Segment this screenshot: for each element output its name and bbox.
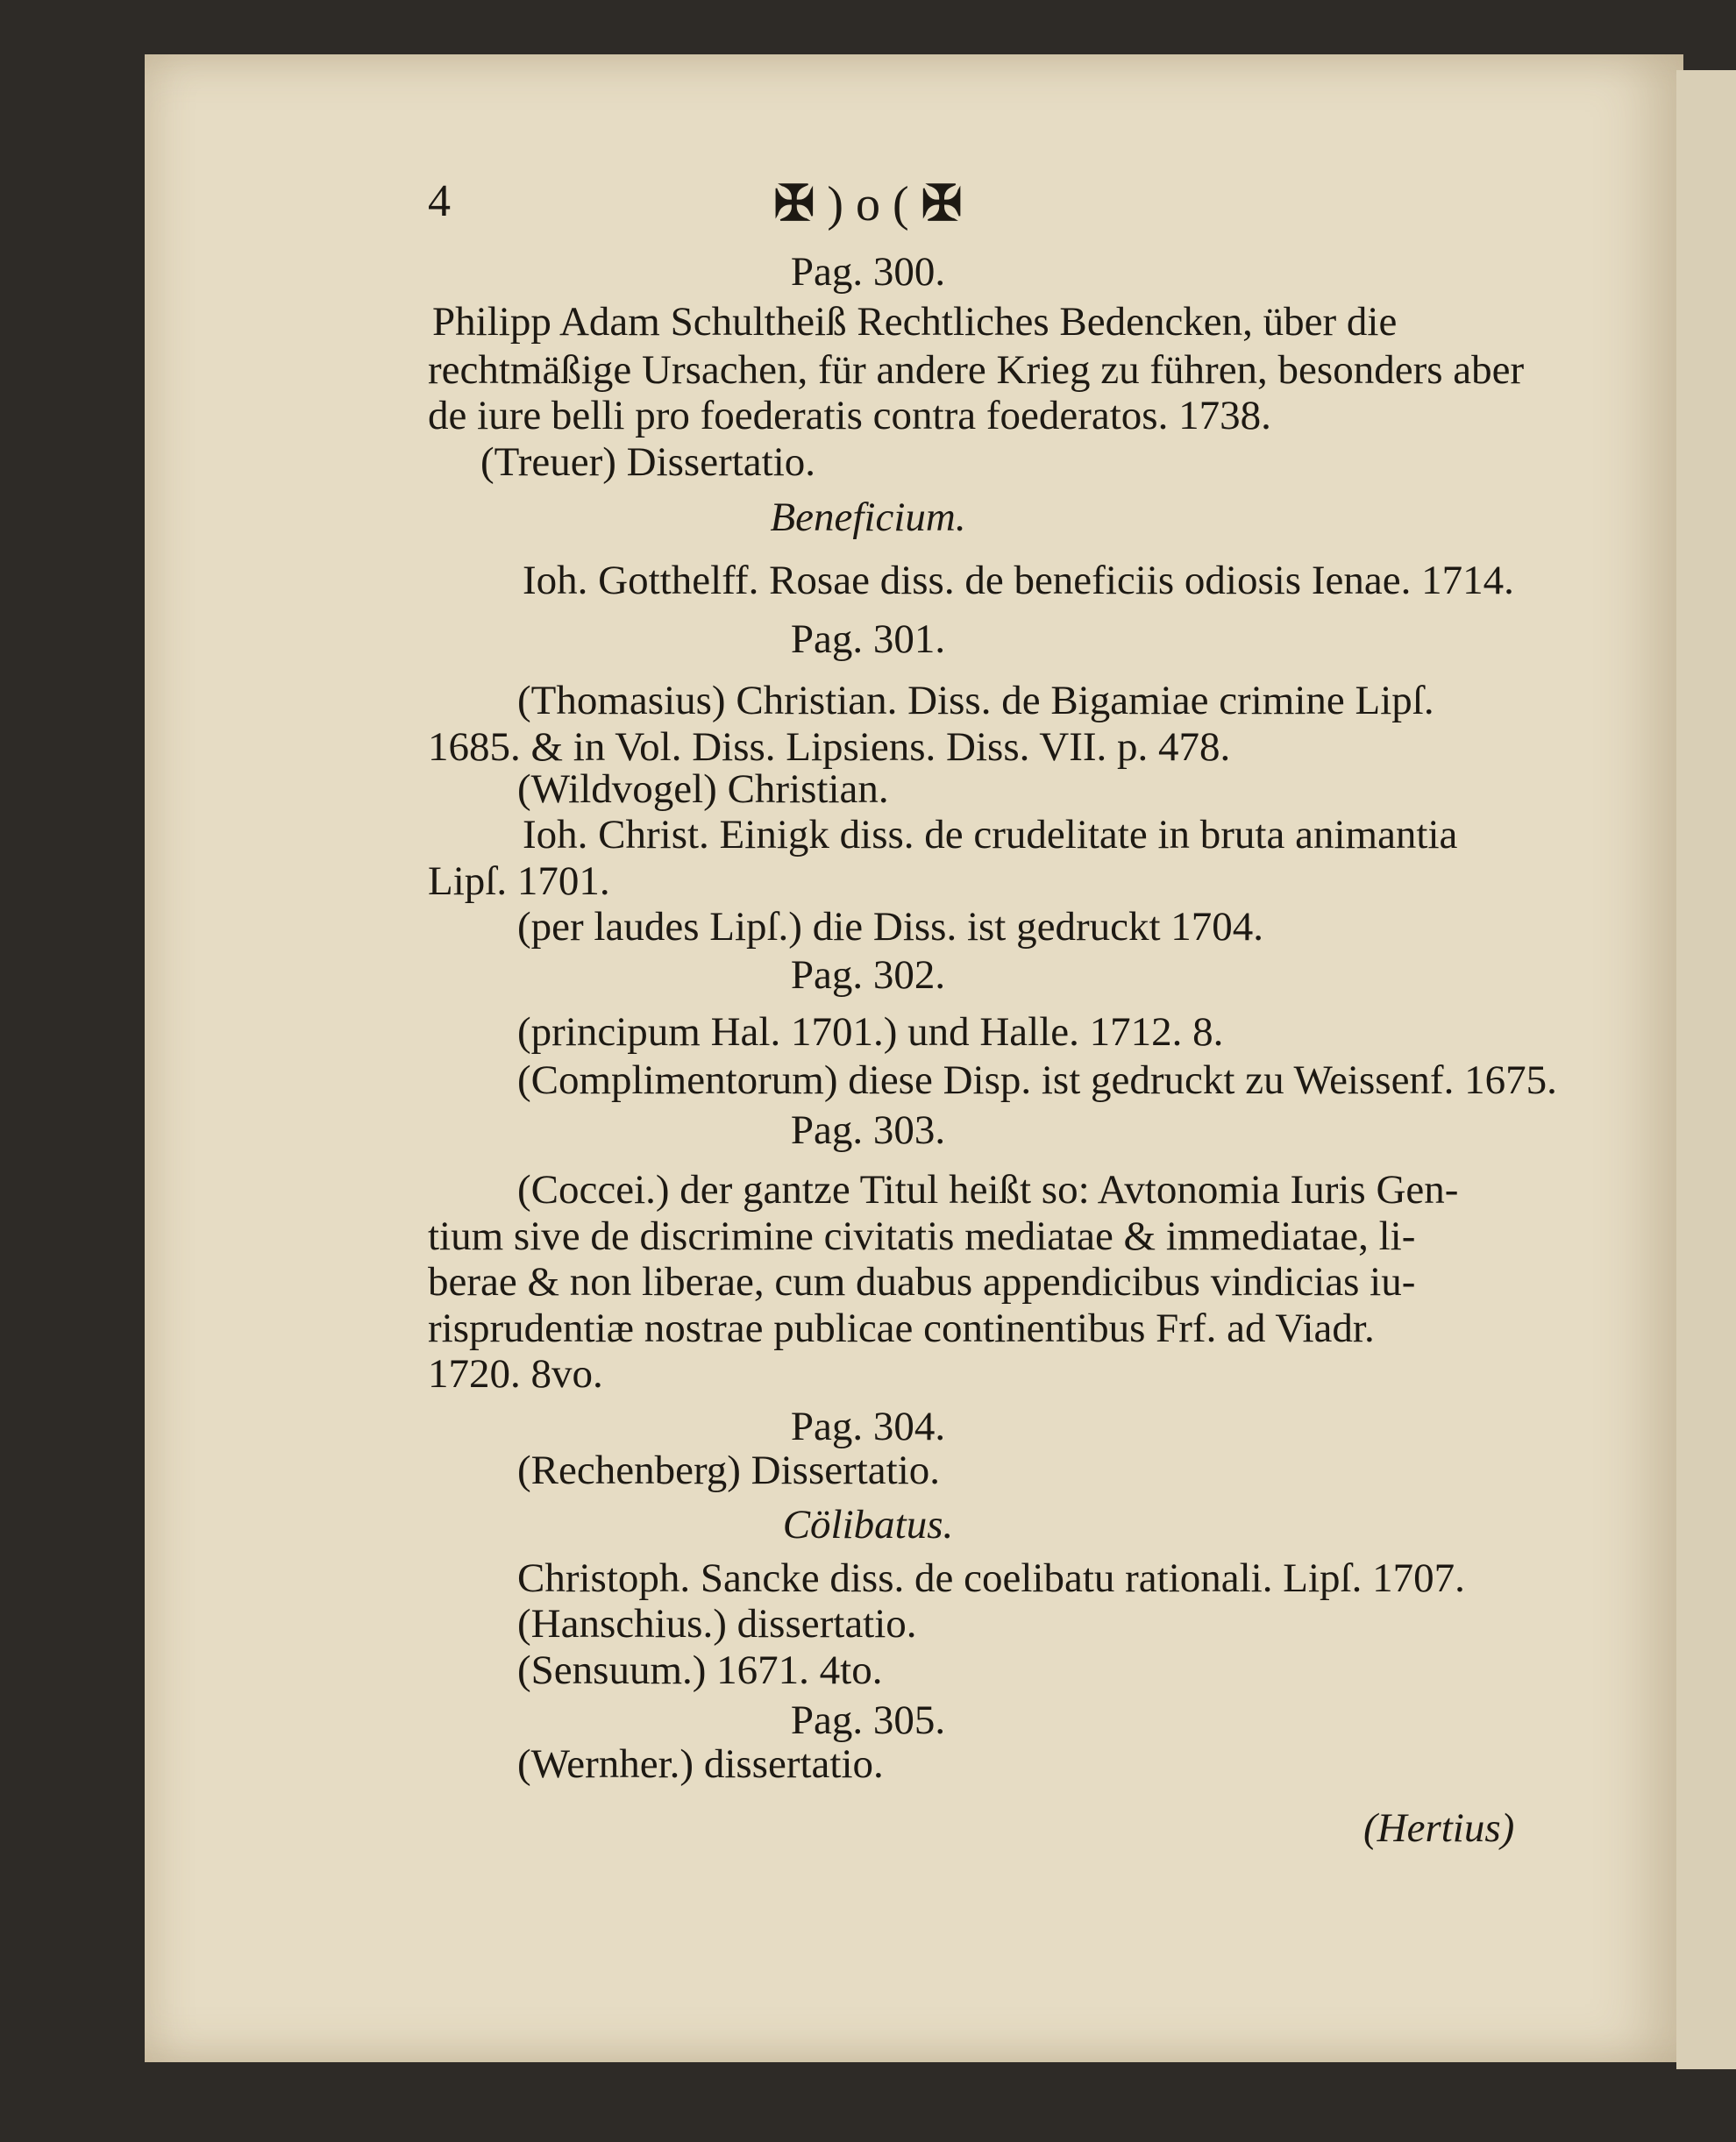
text-line: (Thomasius) Christian. Diss. de Bigamiae crimine Lipſ. (517, 678, 1434, 723)
facing-page-edge (1676, 70, 1736, 2069)
ornament-left-icon: ✠ (773, 177, 815, 231)
ornament-middle: ) o ( (827, 177, 909, 231)
text-line: Ioh. Christ. Einigk diss. de crudelitate in bruta animantia (523, 812, 1458, 858)
ornament-right-icon: ✠ (921, 177, 963, 231)
page-ref-304: Pag. 304. (790, 1404, 946, 1449)
text-line: risprudentiæ nostrae publicae continentibus Frf. ad Viadr. (428, 1306, 1375, 1351)
text-line: de iure belli pro foederatis contra foederatos. 1738. (428, 393, 1271, 438)
text-line: Philipp Adam Schultheiß Rechtliches Bedencken, über die (432, 299, 1398, 345)
text-line: (Treuer) Dissertatio. (480, 439, 816, 485)
page-ref-305: Pag. 305. (790, 1697, 946, 1743)
text-line: (Hanschius.) dissertatio. (517, 1601, 917, 1647)
text-line: (Wildvogel) Christian. (517, 766, 889, 812)
text-line: 1685. & in Vol. Diss. Lipsiens. Diss. VII. p. 478. (428, 724, 1231, 770)
text-line: Christoph. Sancke diss. de coelibatu rationali. Lipſ. 1707. (517, 1555, 1465, 1601)
section-heading-beneficium: Beneficium. (770, 495, 966, 540)
text-line: (Wernher.) dissertatio. (517, 1741, 884, 1787)
text-line: (Complimentorum) diese Disp. ist gedruckt zu Weissenf. 1675. (517, 1057, 1557, 1103)
page-ref-302: Pag. 302. (790, 952, 946, 998)
text-line: (Rechenberg) Dissertatio. (517, 1448, 941, 1493)
text-line: (principum Hal. 1701.) und Halle. 1712. 8. (517, 1009, 1224, 1055)
page-ref-300: Pag. 300. (790, 249, 946, 295)
text-line: (Coccei.) der gantze Titul heißt so: Avtonomia Iuris Gen- (517, 1167, 1459, 1213)
text-line: rechtmäßige Ursachen, für andere Krieg zu führen, besonders aber (428, 347, 1525, 393)
text-line: (Sensuum.) 1671. 4to. (517, 1647, 883, 1693)
text-line: Ioh. Gotthelff. Rosae diss. de beneficiis odiosis Ienae. 1714. (523, 558, 1514, 603)
text-line: (per laudes Lipſ.) die Diss. ist gedruckt 1704. (517, 904, 1264, 950)
text-line: 1720. 8vo. (428, 1351, 603, 1397)
page-ref-303: Pag. 303. (790, 1107, 946, 1153)
page-ref-301: Pag. 301. (790, 616, 946, 662)
text-line: tium sive de discrimine civitatis mediatae & immediatae, li- (428, 1213, 1416, 1259)
header-ornament (0, 175, 1736, 232)
text-line: Lipſ. 1701. (428, 858, 610, 904)
text-line: berae & non liberae, cum duabus appendicibus vindicias iu- (428, 1259, 1416, 1305)
section-heading-coelibatus: Cölibatus. (782, 1502, 954, 1548)
catchword: (Hertius) (1363, 1805, 1515, 1851)
page-number: 4 (428, 176, 451, 226)
